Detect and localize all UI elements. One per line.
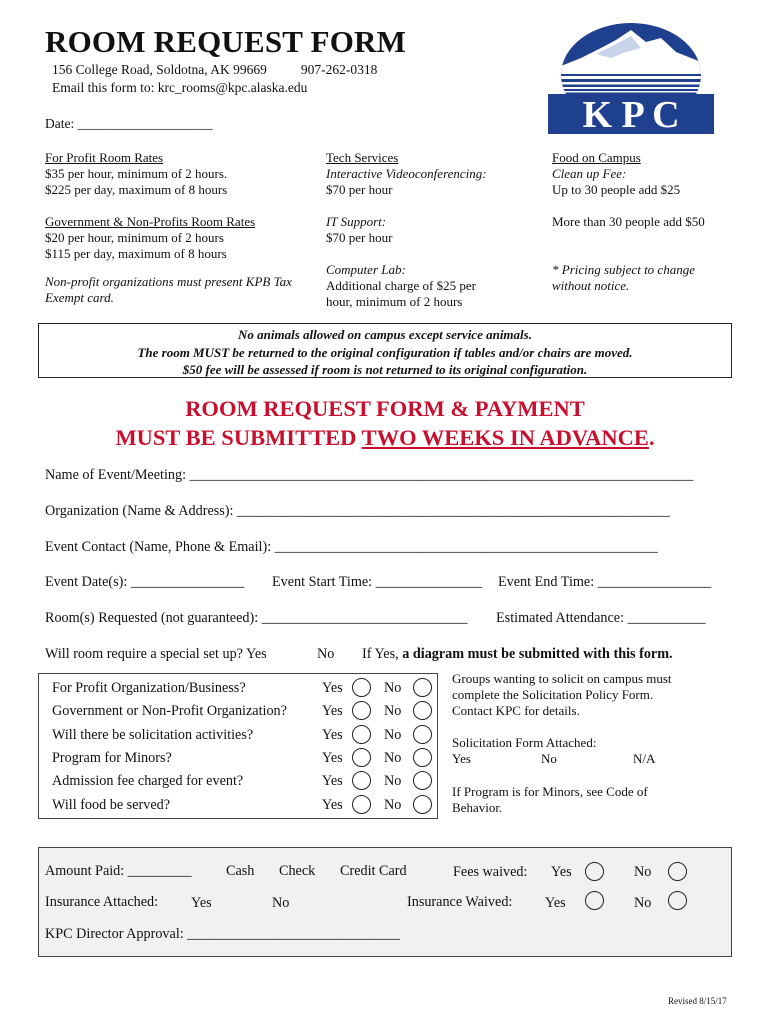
question-yes-radio[interactable] — [352, 795, 371, 814]
lab-line-2: hour, minimum of 2 hours — [326, 294, 463, 309]
minors-note-1: If Program is for Minors, see Code of — [452, 784, 648, 799]
setup-if-text: If Yes, — [362, 646, 403, 662]
gov-rate-day: $115 per day, maximum of 8 hours — [45, 246, 227, 261]
attendance-field[interactable]: Estimated Attendance: ___________ — [496, 610, 706, 626]
minors-note-2: Behavior. — [452, 800, 503, 815]
insurance-waived-no: No — [634, 895, 652, 911]
logo-text: K P C — [582, 94, 680, 136]
fees-waived-no-radio[interactable] — [668, 862, 687, 881]
setup-diagram-text: a diagram must be submitted with this form. — [402, 646, 673, 662]
question-label: Government or Non-Profit Organization? — [52, 703, 287, 720]
form-title: ROOM REQUEST FORM — [45, 24, 407, 59]
question-no-label: No — [384, 773, 402, 790]
setup-no[interactable]: No — [317, 646, 335, 662]
notice-box — [38, 323, 732, 378]
phone-text: 907-262-0318 — [300, 62, 378, 77]
question-no-label: No — [384, 796, 402, 813]
credit-card-option[interactable]: Credit Card — [340, 863, 407, 879]
fees-waived-yes-radio[interactable] — [585, 862, 604, 881]
setup-question: Will room require a special set up? Yes — [45, 646, 267, 662]
for-profit-rate-day: $225 per day, maximum of 8 hours — [45, 182, 228, 197]
check-option[interactable]: Check — [279, 863, 316, 879]
address-text: 156 College Road, Soldotna, AK 99669 — [52, 62, 267, 77]
deadline-underlined: TWO WEEKS IN ADVANCE — [361, 425, 649, 450]
cash-option[interactable]: Cash — [226, 863, 255, 879]
question-label: Will food be served? — [52, 796, 171, 813]
insurance-waived-no-radio[interactable] — [668, 891, 687, 910]
question-no-radio[interactable] — [413, 725, 432, 744]
question-label: Will there be solicitation activities? — [52, 726, 254, 743]
question-label: Program for Minors? — [52, 749, 172, 766]
minors-note — [452, 784, 648, 816]
event-contact-field[interactable]: Event Contact (Name, Phone & Email): ______________________________________________________ — [45, 539, 658, 555]
it-price: $70 per hour — [326, 230, 393, 245]
tech-heading: Tech Services — [326, 150, 399, 165]
insurance-waived-label: Insurance Waived: — [407, 894, 513, 910]
gov-rate-hour: $20 per hour, minimum of 2 hours — [45, 230, 224, 245]
food-heading: Food on Campus — [552, 150, 641, 165]
question-yes-radio[interactable] — [352, 748, 371, 767]
setup-if-yes — [362, 646, 673, 663]
end-time-field[interactable]: Event End Time: ________________ — [498, 574, 712, 590]
start-time-field[interactable]: Event Start Time: _______________ — [272, 574, 483, 590]
question-yes-label: Yes — [322, 703, 343, 720]
organization-field[interactable]: Organization (Name & Address): _____________________________________________________________ — [45, 503, 670, 519]
attached-no[interactable]: No — [541, 751, 557, 766]
insurance-waived-yes-radio[interactable] — [585, 891, 604, 910]
tech-price: $70 per hour — [326, 182, 393, 197]
email-line: Email this form to: krc_rooms@kpc.alaska.edu — [52, 80, 308, 95]
director-approval-field[interactable]: KPC Director Approval: ______________________________ — [45, 926, 401, 942]
question-yes-label: Yes — [322, 749, 343, 766]
for-profit-rates — [45, 150, 292, 306]
question-yes-radio[interactable] — [352, 725, 371, 744]
insurance-waived-yes: Yes — [545, 895, 566, 911]
notice-line-3: $50 fee will be assessed if room is not returned to its original configuration. — [182, 362, 588, 377]
fees-waived-no: No — [634, 864, 652, 880]
food-line-1: Up to 30 people add $25 — [552, 182, 681, 197]
for-profit-rate-hour: $35 per hour, minimum of 2 hours. — [45, 166, 228, 181]
question-no-label: No — [384, 749, 402, 766]
date-field[interactable]: Date: ____________________ — [45, 116, 213, 131]
question-label: For Profit Organization/Business? — [52, 680, 246, 696]
food-sub: Clean up Fee: — [552, 166, 627, 181]
gov-heading: Government & Non-Profits Room Rates — [45, 214, 256, 229]
question-no-radio[interactable] — [413, 748, 432, 767]
deadline-pre: MUST BE SUBMITTED — [115, 425, 362, 450]
tech-sub: Interactive Videoconferencing: — [326, 166, 487, 181]
insurance-attached-no[interactable]: No — [272, 895, 290, 911]
question-no-label: No — [384, 680, 402, 696]
question-no-label: No — [384, 726, 402, 743]
notice-line-2: The room MUST be returned to the original configuration if tables and/or chairs are moved. — [137, 344, 633, 360]
address-line — [52, 62, 377, 78]
food-line-2: More than 30 people add $50 — [552, 214, 705, 229]
question-label: Admission fee charged for event? — [52, 773, 244, 790]
deadline-post: . — [648, 425, 655, 450]
deadline-line-1: ROOM REQUEST FORM & PAYMENT — [185, 396, 585, 421]
fees-waived-yes: Yes — [551, 864, 572, 880]
tech-services — [326, 150, 487, 310]
event-name-field[interactable]: Name of Event/Meeting: _______________________________________________________________________ — [45, 467, 694, 483]
revised-date: Revised 8/15/17 — [668, 996, 727, 1006]
question-no-radio[interactable] — [413, 795, 432, 814]
lab-heading: Computer Lab: — [326, 262, 406, 277]
deadline-line-2 — [0, 423, 770, 452]
question-no-label: No — [384, 703, 402, 720]
for-profit-heading: For Profit Room Rates — [45, 150, 164, 165]
attached-yes[interactable]: Yes — [452, 751, 471, 766]
fees-waived-label: Fees waived: — [453, 864, 528, 880]
question-no-radio[interactable] — [413, 678, 432, 697]
nonprofit-note-2: Exempt card. — [45, 290, 114, 305]
attached-na[interactable]: N/A — [633, 751, 656, 766]
question-yes-label: Yes — [322, 680, 343, 696]
insurance-attached-label: Insurance Attached: — [45, 894, 159, 910]
food-on-campus — [552, 150, 705, 294]
question-yes-label: Yes — [322, 773, 343, 790]
solicit-note-2: complete the Solicitation Policy Form. — [452, 687, 654, 702]
solicit-note-1: Groups wanting to solicit on campus must — [452, 671, 672, 686]
pricing-note-2: without notice. — [552, 278, 630, 293]
solicitation-note — [452, 671, 672, 719]
insurance-attached-yes[interactable]: Yes — [191, 895, 212, 911]
pricing-note-1: * Pricing subject to change — [552, 262, 695, 277]
rooms-field[interactable]: Room(s) Requested (not guaranteed): _____________________________ — [45, 610, 468, 626]
question-yes-label: Yes — [322, 726, 343, 743]
question-yes-radio[interactable] — [352, 678, 371, 697]
notice-line-1: No animals allowed on campus except service animals. — [238, 327, 532, 342]
solicitation-attached-label: Solicitation Form Attached: — [452, 735, 597, 750]
question-yes-label: Yes — [322, 796, 343, 813]
lab-line-1: Additional charge of $25 per — [326, 278, 476, 293]
solicit-note-3: Contact KPC for details. — [452, 703, 580, 718]
it-heading: IT Support: — [326, 214, 387, 229]
event-dates-field[interactable]: Event Date(s): ________________ — [45, 574, 245, 590]
kpc-logo — [546, 18, 716, 136]
nonprofit-note-1: Non-profit organizations must present KPB Tax — [45, 274, 292, 289]
amount-paid-field[interactable]: Amount Paid: _________ — [45, 863, 192, 879]
